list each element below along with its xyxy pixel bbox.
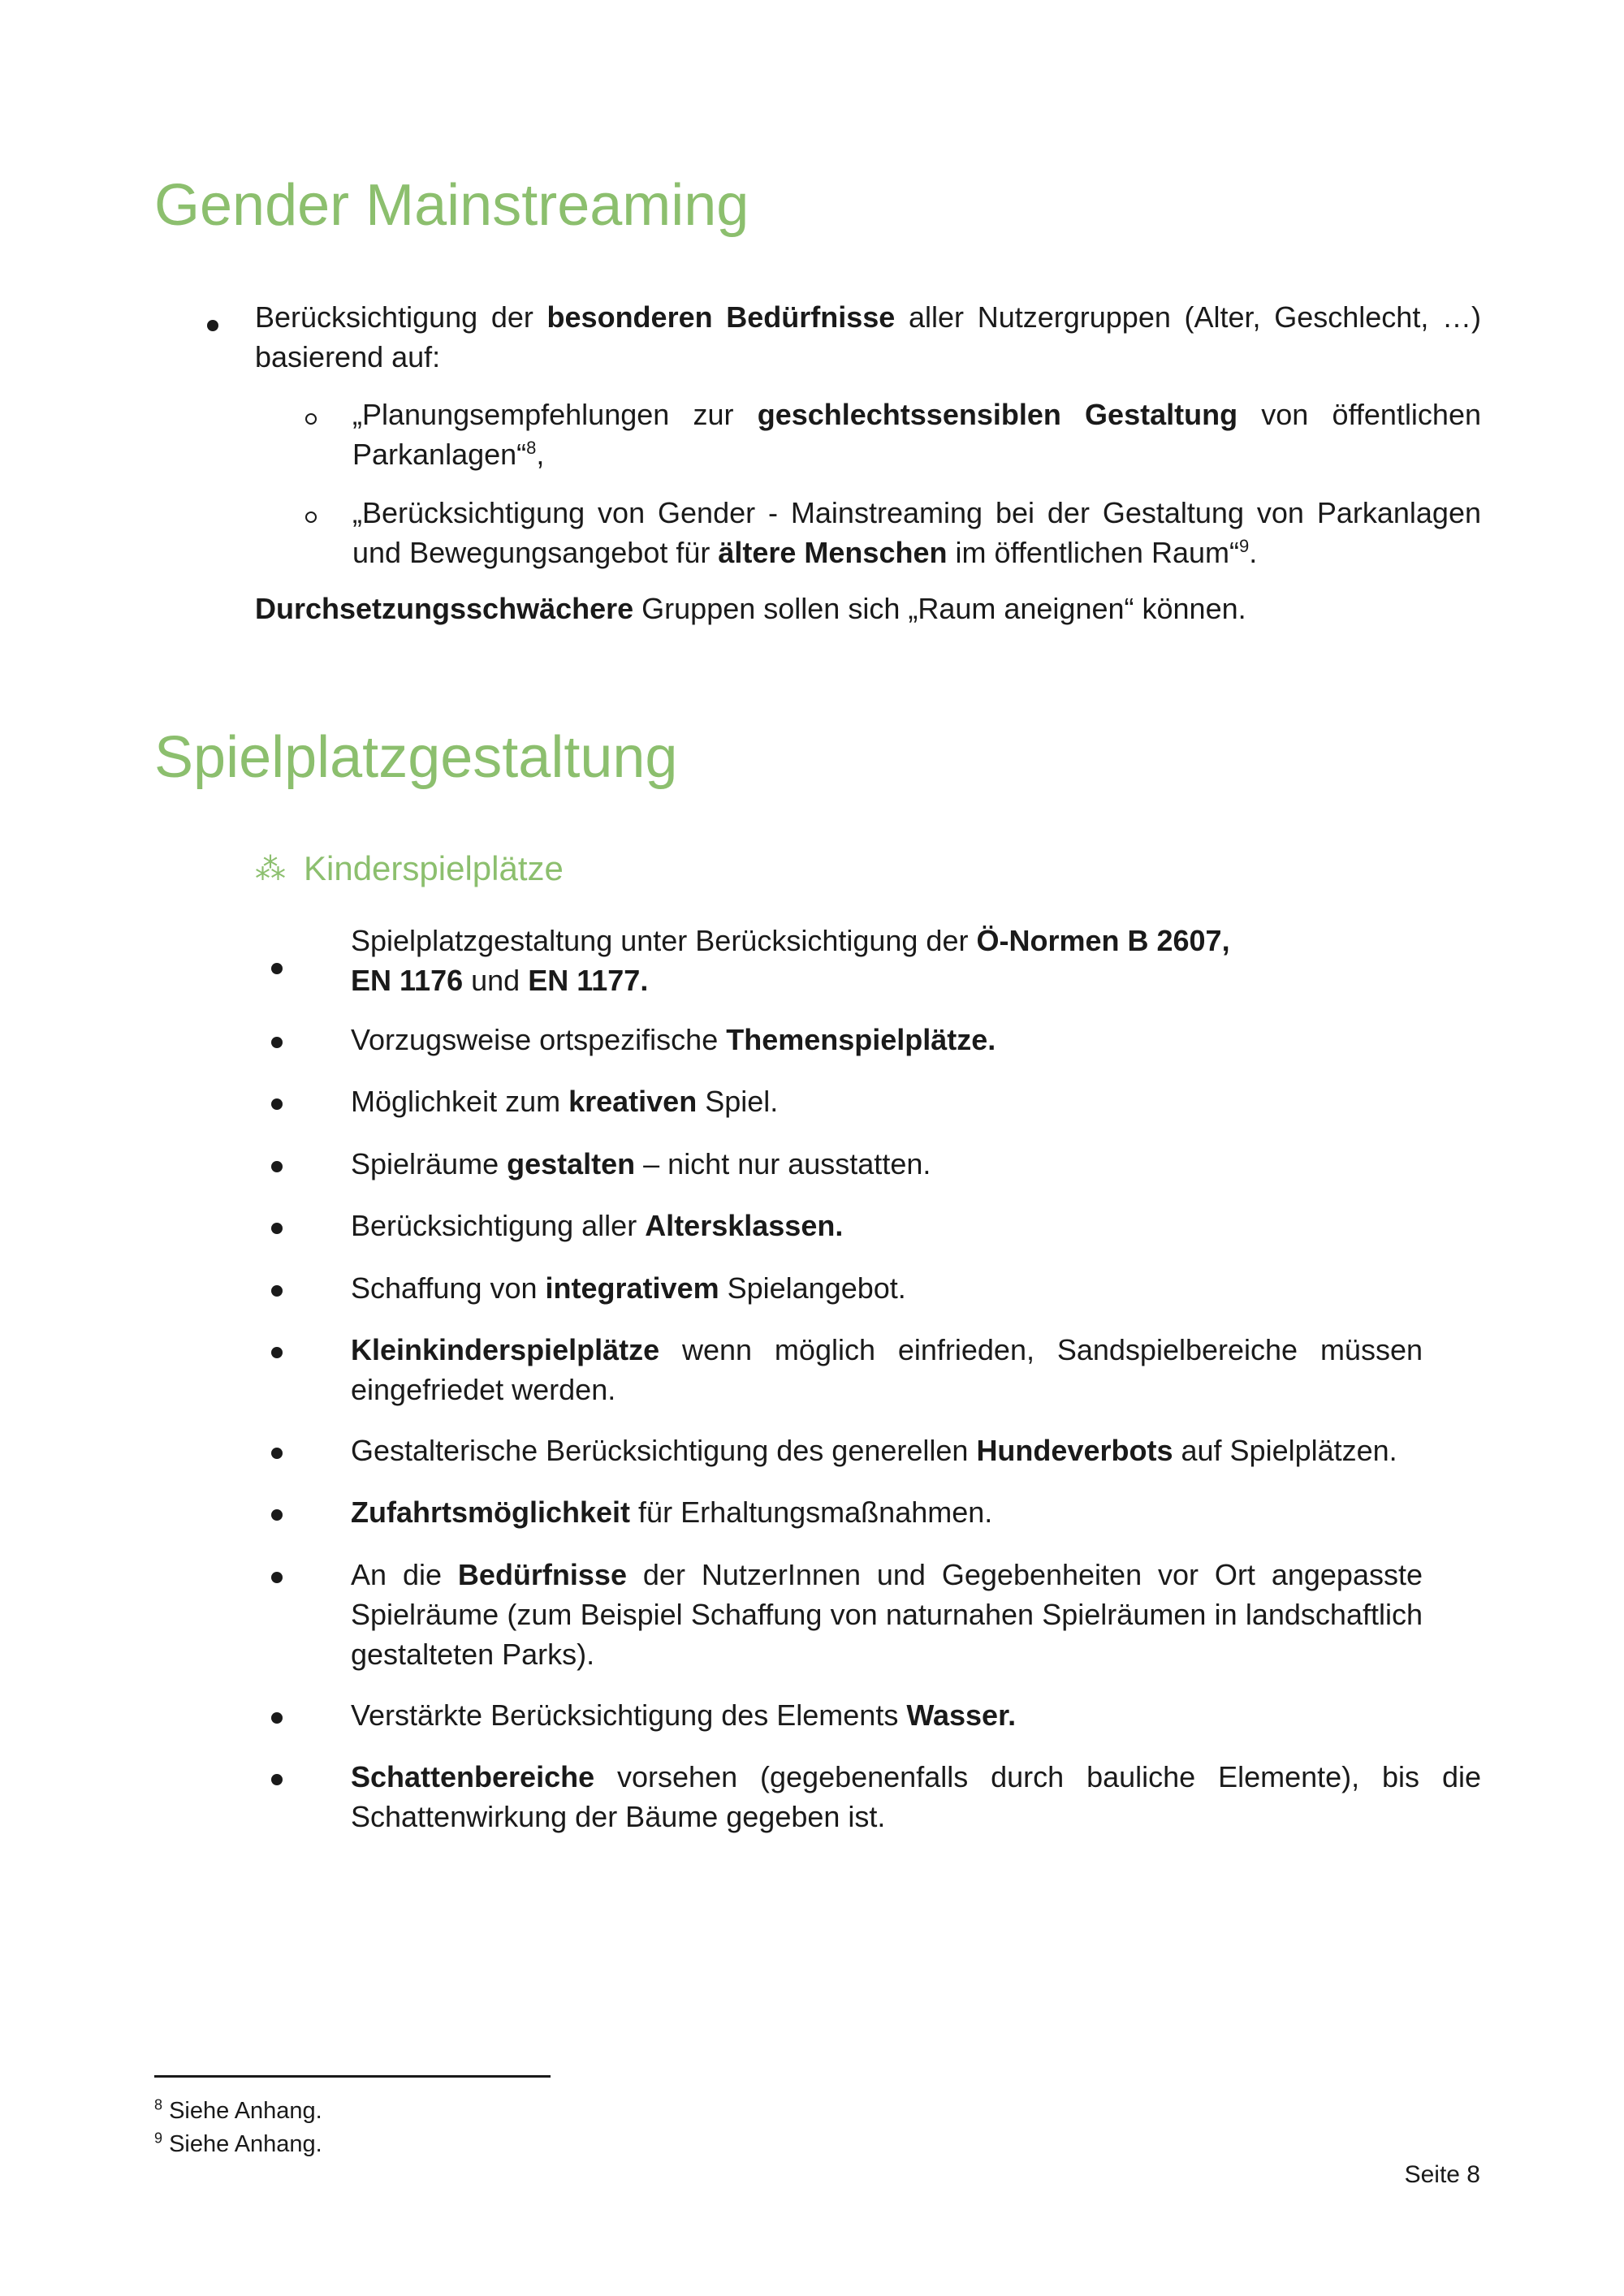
bullet-dot-icon: [207, 301, 218, 341]
heading-gender-mainstreaming: Gender Mainstreaming: [154, 173, 749, 238]
footnote-ref-8: 8: [526, 438, 537, 458]
bullet-dot-icon: [271, 944, 283, 984]
list-item: Verstärkte Berücksichtigung des Elements Wasser.: [351, 1698, 1017, 1732]
footnote-separator: [154, 2075, 551, 2078]
list-item: Schaffung von integrativem Spielangebot.: [351, 1271, 906, 1305]
footnote-9: $^9$ Siehe Anhang.: [154, 2130, 322, 2157]
list-item: An die Bedürfnisse der NutzerInnen und Gegebenheiten vor Ort angepasste Spielräume (zum Beispiel Schaffung von naturnahen Spielräumen in landschaftlich gestalteten Parks).: [351, 1558, 1423, 1671]
list-item: Kleinkinderspielplätze wenn möglich einfrieden, Sandspielbereiche müssen eingefriedet werden.: [351, 1333, 1423, 1406]
asterism-icon: ⁂: [255, 852, 286, 887]
list-item: Schattenbereiche vorsehen (gegebenenfalls durch bauliche Elemente), bis die Schattenwirkung der Bäume gegeben ist.: [351, 1760, 1481, 1833]
bullet-dot-icon: [271, 1694, 283, 1733]
bullet-dot-icon: [271, 1267, 283, 1306]
bullet-dot-icon: [271, 1328, 283, 1368]
bullet-dot-icon: [271, 1429, 283, 1469]
bullet-dot-icon: [271, 1018, 283, 1058]
footnote-ref-9: 9: [1238, 536, 1250, 556]
bullet-dot-icon: [271, 1080, 283, 1120]
gm-subbullet-2: „Berücksichtigung von Gender - Mainstreaming bei der Gestaltung von Parkanlagen und Bewegungsangebot für ältere Menschen im öffentlichen Raum“$^9$.: [352, 496, 1481, 569]
bullet-dot-icon: [271, 1204, 283, 1244]
page-number: Seite 8: [1404, 2161, 1480, 2188]
bullet-dot-icon: [271, 1755, 283, 1795]
gm-subbullet-1: „Planungsempfehlungen zur geschlechtssensiblen Gestaltung von öffentlichen Parkanlagen“$^8$,: [352, 398, 1481, 471]
bullet-dot-icon: [271, 1553, 283, 1593]
gm-bullet-1: Berücksichtigung der besonderen Bedürfnisse aller Nutzergruppen (Alter, Geschlecht, …) basierend auf:: [255, 300, 1481, 373]
footnote-8: $^8$ Siehe Anhang.: [154, 2096, 322, 2124]
list-item: Möglichkeit zum kreativen Spiel.: [351, 1085, 779, 1118]
bullet-dot-icon: [271, 1142, 283, 1182]
heading-spielplatzgestaltung: Spielplatzgestaltung: [154, 725, 678, 790]
bullet-ring-icon: [305, 493, 317, 533]
list-item: Spielräume gestalten – nicht nur ausstatten.: [351, 1147, 931, 1180]
list-item: Vorzugsweise ortspezifische Themenspielplätze.: [351, 1023, 996, 1056]
list-item: Zufahrtsmöglichkeit für Erhaltungsmaßnahmen.: [351, 1495, 993, 1529]
bullet-dot-icon: [271, 1491, 283, 1530]
list-item: Spielplatzgestaltung unter Berücksichtigung der Ö-Normen B 2607, EN 1176 und EN 1177.: [351, 924, 1230, 997]
gm-note: Durchsetzungsschwächere Gruppen sollen sich „Raum aneignen“ können.: [255, 592, 1246, 625]
list-item: Gestalterische Berücksichtigung des generellen Hundeverbots auf Spielplätzen.: [351, 1434, 1397, 1467]
bullet-ring-icon: [305, 395, 317, 434]
list-item: Berücksichtigung aller Altersklassen.: [351, 1209, 844, 1242]
subheading-kinderspielplaetze: ⁂ Kinderspielplätze: [255, 849, 564, 887]
